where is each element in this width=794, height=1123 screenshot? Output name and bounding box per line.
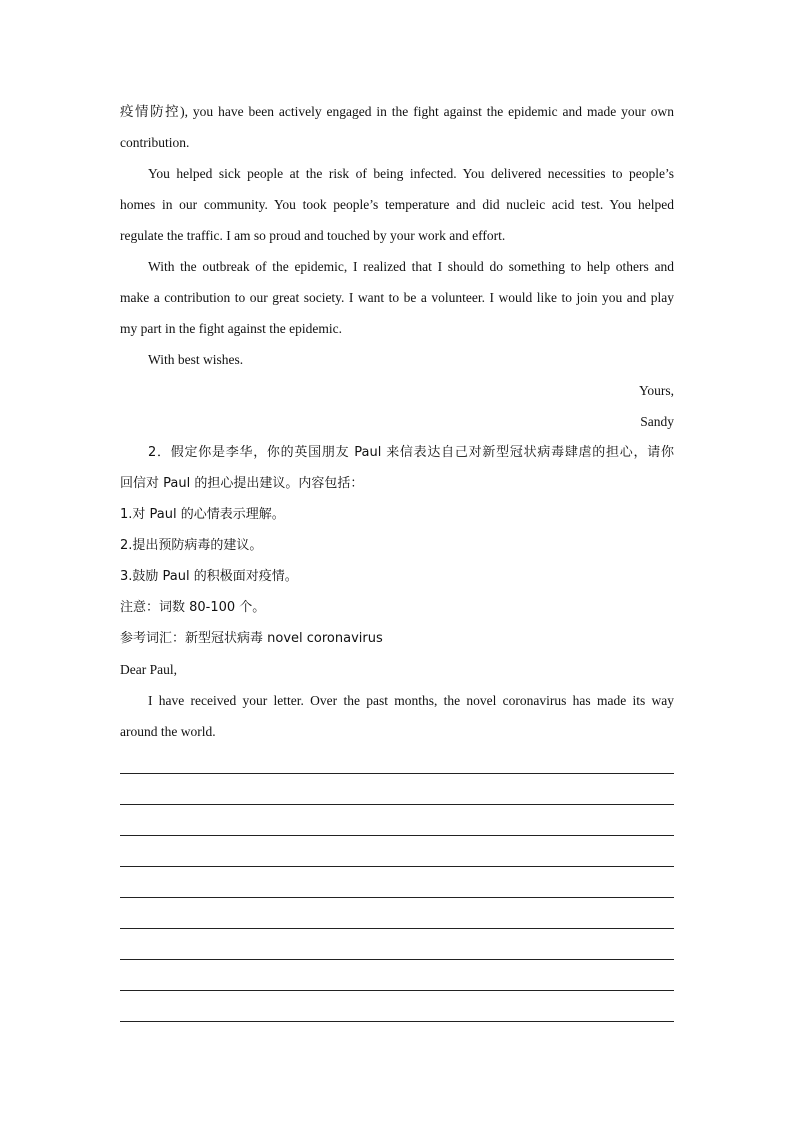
letter-line: regulate the traffic. I am so proud and touched by your work and effort. (120, 228, 506, 243)
letter-closing: With best wishes. (148, 352, 244, 367)
document-body (120, 96, 674, 747)
task-item: 1.对 Paul 的心情表示理解。 (120, 507, 285, 522)
task-note: 注意：词数 80-100 个。 (120, 600, 266, 615)
letter-line: With the outbreak of the epidemic, I realized that I should do something to help others and (148, 259, 674, 274)
answer-line[interactable] (120, 804, 674, 805)
answer-line[interactable] (120, 990, 674, 991)
letter-line: homes in our community. You took people’s temperature and did nucleic acid test. You helped (120, 197, 674, 212)
answer-line[interactable] (120, 1021, 674, 1022)
answer-line[interactable] (120, 897, 674, 898)
task-item: 2.提出预防病毒的建议。 (120, 538, 263, 553)
opening-line: I have received your letter. Over the past months, the novel coronavirus has made its way (148, 693, 674, 708)
salutation: Dear Paul, (120, 662, 177, 677)
answer-line[interactable] (120, 928, 674, 929)
letter-signature: Sandy (640, 414, 674, 429)
task-vocab: 参考词汇：新型冠状病毒 novel coronavirus (120, 631, 383, 646)
task-prompt: 回信对 Paul 的担心提出建议。内容包括： (120, 476, 364, 491)
answer-line[interactable] (120, 959, 674, 960)
letter-line: contribution. (120, 135, 190, 150)
answer-line[interactable] (120, 773, 674, 774)
task-prompt: 2．假定你是李华，你的英国朋友 Paul 来信表达自己对新型冠状病毒肆虐的担心，请你 (148, 445, 674, 460)
letter-line: my part in the fight against the epidemic. (120, 321, 342, 336)
letter-line: You helped sick people at the risk of being infected. You delivered necessities to people’s (148, 166, 674, 181)
task-item: 3.鼓励 Paul 的积极面对疫情。 (120, 569, 298, 584)
opening-line: around the world. (120, 724, 216, 739)
answer-line[interactable] (120, 866, 674, 867)
answer-writing-area[interactable] (120, 773, 674, 1052)
letter-line: make a contribution to our great society. I want to be a volunteer. I would like to join you and play (120, 290, 674, 305)
letter-line: 疫情防控), you have been actively engaged in the fight against the epidemic and made your own (120, 104, 674, 119)
answer-line[interactable] (120, 835, 674, 836)
letter-sign-off: Yours, (638, 383, 674, 398)
